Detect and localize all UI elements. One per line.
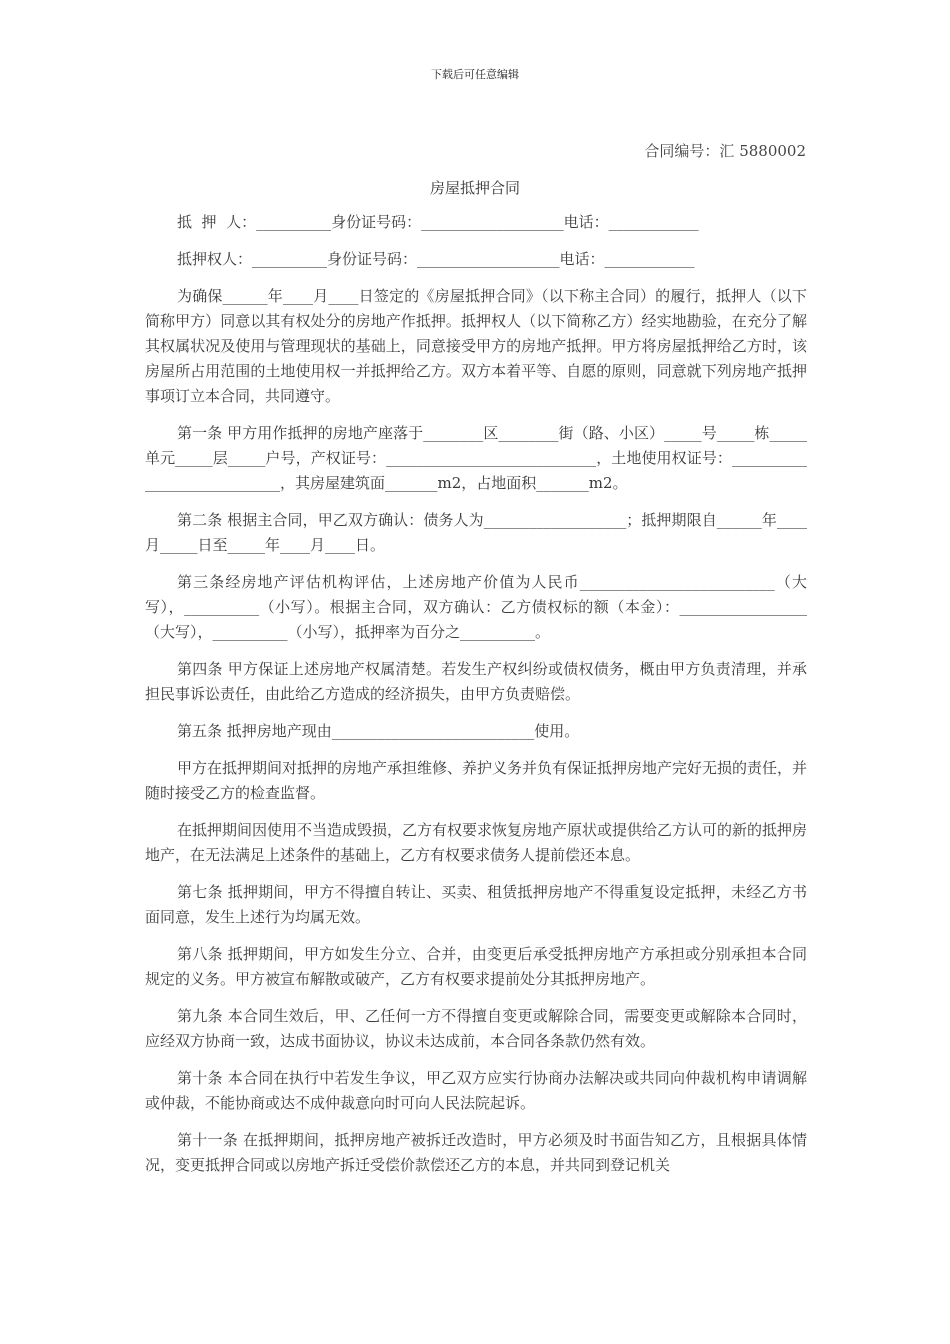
paragraph-article-2: 第二条 根据主合同，甲乙双方确认：债务人为___________________；抵押期限自______年____月_____日至_____年____月____日。 [145,511,807,554]
paragraph-article-9: 第九条 本合同生效后，甲、乙任何一方不得擅自变更或解除合同，需要变更或解除本合同时，应经双方协商一致，达成书面协议，协议未达成前，本合同各条款仍然有效。 [145,1007,807,1050]
party-row-mortgagee: 抵押权人：__________身份证号码：___________________电话：____________ [177,250,695,268]
paragraph-article-1: 第一条 甲方用作抵押的房地产座落于________区________街（路、小区）_____号_____栋_____单元_____层_____户号，产权证号：____________________________，土地使用权证号：____________________________，其房屋建筑面_______m2，占地面积_______m2。 [145,424,807,492]
party-row-mortgagor: 抵 押 人：__________身份证号码：___________________电话：____________ [177,213,699,231]
paragraph-article-5: 第五条 抵押房地产现由___________________________使用。 [177,722,580,740]
contract-body [145,210,807,1190]
paragraph-article-11: 第十一条 在抵押期间，抵押房地产被拆迁改造时，甲方必须及时书面告知乙方，且根据具体情况，变更抵押合同或以房地产拆迁受偿价款偿还乙方的本息，并共同到登记机关 [145,1131,807,1174]
paragraph-article-10: 第十条 本合同在执行中若发生争议，甲乙双方应实行协商办法解决或共同向仲裁机构申请调解或仲裁，不能协商或达不成仲裁意向时可向人民法院起诉。 [145,1069,807,1112]
paragraph-article-8: 第八条 抵押期间，甲方如发生分立、合并，由变更后承受抵押房地产方承担或分别承担本合同规定的义务。甲方被宣布解散或破产，乙方有权要求提前处分其抵押房地产。 [145,945,807,988]
contract-number: 合同编号：汇 5880002 [644,142,806,160]
paragraph-article-4: 第四条 甲方保证上述房地产权属清楚。若发生产权纠纷或债权债务，概由甲方负责清理，并承担民事诉讼责任，由此给乙方造成的经济损失，由甲方负责赔偿。 [145,660,807,703]
paragraph-damage: 在抵押期间因使用不当造成毁损，乙方有权要求恢复房地产原状或提供给乙方认可的新的抵押房地产，在无法满足上述条件的基础上，乙方有权要求债务人提前偿还本息。 [145,821,808,864]
document-title: 房屋抵押合同 [429,179,520,197]
header-note: 下载后可任意编辑 [431,68,519,81]
paragraph-article-3: 第三条经房地产评估机构评估，上述房地产价值为人民币__________________________（大写），__________（小写）。根据主合同，双方确认：乙方债权标的额（本金）：_________________（大写），__________（小写），抵押率为百分之__________。 [145,573,807,641]
paragraph-article-7: 第七条 抵押期间，甲方不得擅自转让、买卖、租赁抵押房地产不得重复设定抵押，未经乙方书面同意，发生上述行为均属无效。 [145,883,807,926]
paragraph-preamble: 为确保______年____月____日签定的《房屋抵押合同》（以下称主合同）的履行，抵押人（以下简称甲方）同意以其有权处分的房地产作抵押。抵押权人（以下简称乙方）经实地勘验，在充分了解其权属状况及使用与管理现状的基础上，同意接受甲方的房地产抵押。甲方将房屋抵押给乙方时，该房屋所占用范围的土地使用权一并抵押给乙方。双方本着平等、自愿的原则，同意就下列房地产抵押事项订立本合同，共同遵守。 [145,287,807,405]
paragraph-maintenance: 甲方在抵押期间对抵押的房地产承担维修、养护义务并负有保证抵押房地产完好无损的责任，并随时接受乙方的检查监督。 [145,759,808,802]
